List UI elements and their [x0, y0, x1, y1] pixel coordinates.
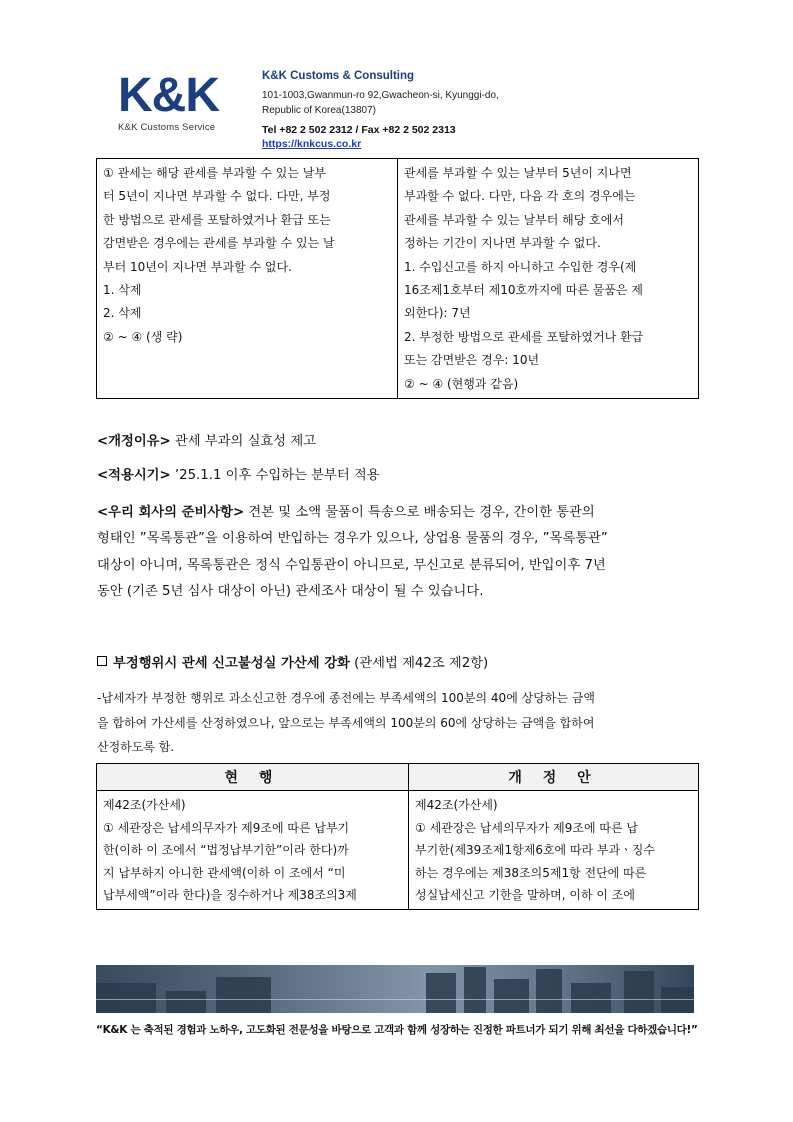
- checkbox-square-icon: [97, 656, 107, 666]
- section-reference: (관세법 제42조 제2항): [349, 656, 489, 671]
- cell-line: 1. 수입신고를 하지 아니하고 수입한 경우(제: [404, 259, 637, 274]
- company-info: [262, 70, 499, 150]
- prep-line: 동안 (기존 5년 심사 대상이 아닌) 관세조사 대상이 될 수 있습니다.: [97, 583, 484, 599]
- cell-line: 또는 감면받은 경우: 10년: [404, 353, 540, 368]
- cell-line: 납부세액”이라 한다)을 징수하거나 제38조의3제: [103, 888, 357, 902]
- timing-text: ’25.1.1 이후 수입하는 분부터 적용: [170, 468, 380, 483]
- cell-line: ① 세관장은 납세의무자가 제9조에 따른 납: [415, 820, 638, 835]
- cell-line: ① 관세는 해당 관세를 부과할 수 있는 날부: [103, 166, 326, 180]
- prep-text: 견본 및 소액 물품이 특송으로 배송되는 경우, 간이한 통관의: [244, 505, 595, 520]
- footer-banner-image: [96, 965, 694, 1013]
- table-header-row: [97, 764, 699, 791]
- reason-text: 관세 부과의 실효성 제고: [170, 434, 317, 449]
- cell-line: 부과할 수 없다. 다만, 다음 각 호의 경우에는: [404, 189, 636, 204]
- cell-line: 1. 삭제: [103, 283, 142, 298]
- current-law-cell: [97, 159, 398, 399]
- cell-line: 지 납부하지 아니한 관세액(이하 이 조에서 “미: [103, 865, 346, 880]
- current-law-cell: [97, 791, 409, 910]
- address-line-1: 101-1003,Gwanmun-ro 92,Gwacheon-si, Kyunggi-do,: [262, 90, 499, 101]
- cell-line: 정하는 기간이 지나면 부과할 수 없다.: [404, 236, 601, 251]
- prep-line: 형태인 ”목록통관”을 이용하여 반입하는 경우가 있으나, 상업용 물품의 경우, ”목록통관”: [97, 531, 608, 547]
- cell-line: 터 5년이 지나면 부과할 수 없다. 다만, 부정: [103, 189, 331, 204]
- company-logo: [118, 69, 219, 133]
- reason-label: <개정이유>: [97, 434, 171, 449]
- cell-line: 부기한(제39조제1항제6호에 따라 부과ㆍ징수: [415, 843, 655, 857]
- amended-law-cell: [409, 791, 699, 910]
- logo-mark: K&K: [118, 69, 219, 122]
- cell-line: 한 방법으로 관세를 포탈하였거나 환급 또는: [103, 212, 331, 227]
- table-row: [97, 159, 699, 399]
- cell-line: 외한다): 7년: [404, 306, 471, 321]
- cell-line: 제42조(가산세): [103, 798, 186, 812]
- body-line: -납세자가 부정한 행위로 과소신고한 경우에 종전에는 부족세액의 100분의 40에 상당하는 금액: [97, 691, 595, 705]
- cell-line: 2. 삭제: [103, 306, 142, 321]
- table-row: [97, 791, 699, 910]
- cell-line: ① 세관장은 납세의무자가 제9조에 따른 납부기: [103, 820, 350, 835]
- website-link[interactable]: https://knkcus.co.kr: [262, 138, 362, 150]
- footer-slogan: “K&K 는 축적된 경험과 노하우, 고도화된 전문성을 바탕으로 고객과 함께 성장하는 진정한 파트너가 되기 위해 최선을 다하겠습니다!”: [96, 1024, 698, 1036]
- amended-law-cell: [398, 159, 699, 399]
- column-header-amended: 개 정 안: [409, 764, 699, 791]
- company-preparation: [97, 500, 695, 605]
- body-line: 산정하도록 함.: [97, 740, 175, 754]
- tel-fax: Tel +82 2 502 2312 / Fax +82 2 502 2313: [262, 124, 456, 136]
- cell-line: 한(이하 이 조에서 “법정납부기한”이라 한다)까: [103, 843, 349, 857]
- prep-label: <우리 회사의 준비사항>: [97, 505, 245, 520]
- cell-line: 관세를 부과할 수 있는 날부터 5년이 지나면: [404, 166, 632, 180]
- comparison-table-2: [96, 763, 699, 910]
- cell-line: 16조제1호부터 제10호까지에 따른 물품은 제: [404, 283, 643, 298]
- section-body: [97, 686, 697, 760]
- body-line: 을 합하여 가산세를 산정하였으나, 앞으로는 부족세액의 100분의 60에 상당하는 금액을 합하여: [97, 715, 595, 730]
- cell-line: 제42조(가산세): [415, 798, 498, 812]
- address-line-2: Republic of Korea(13807): [262, 105, 376, 116]
- revision-reason: [97, 429, 316, 455]
- column-header-current: 현 행: [97, 764, 409, 791]
- section-title: 부정행위시 관세 신고불성실 가산세 강화: [113, 656, 350, 671]
- cell-line: ② ~ ④ (생 략): [103, 329, 183, 344]
- section-heading: [97, 652, 488, 671]
- company-name: K&K Customs & Consulting: [262, 70, 415, 82]
- logo-subtitle: K&K Customs Service: [118, 122, 216, 133]
- application-timing: [97, 463, 380, 489]
- cell-line: ② ~ ④ (현행과 같음): [404, 376, 519, 391]
- cell-line: 2. 부정한 방법으로 관세를 포탈하였거나 환급: [404, 329, 644, 344]
- cell-line: 부터 10년이 지나면 부과할 수 없다.: [103, 259, 292, 274]
- cell-line: 관세를 부과할 수 있는 날부터 해당 호에서: [404, 212, 624, 227]
- cell-line: 하는 경우에는 제38조의5제1항 전단에 따른: [415, 865, 647, 880]
- comparison-table-1: [96, 158, 699, 399]
- cell-line: 감면받은 경우에는 관세를 부과할 수 있는 날: [103, 236, 335, 251]
- prep-line: 대상이 아니며, 목록통관은 정식 수입통관이 아니므로, 무신고로 분류되어, 반입이후 7년: [97, 557, 606, 573]
- cell-line: 성실납세신고 기한을 말하며, 이하 이 조에: [415, 888, 635, 902]
- timing-label: <적용시기>: [97, 468, 171, 483]
